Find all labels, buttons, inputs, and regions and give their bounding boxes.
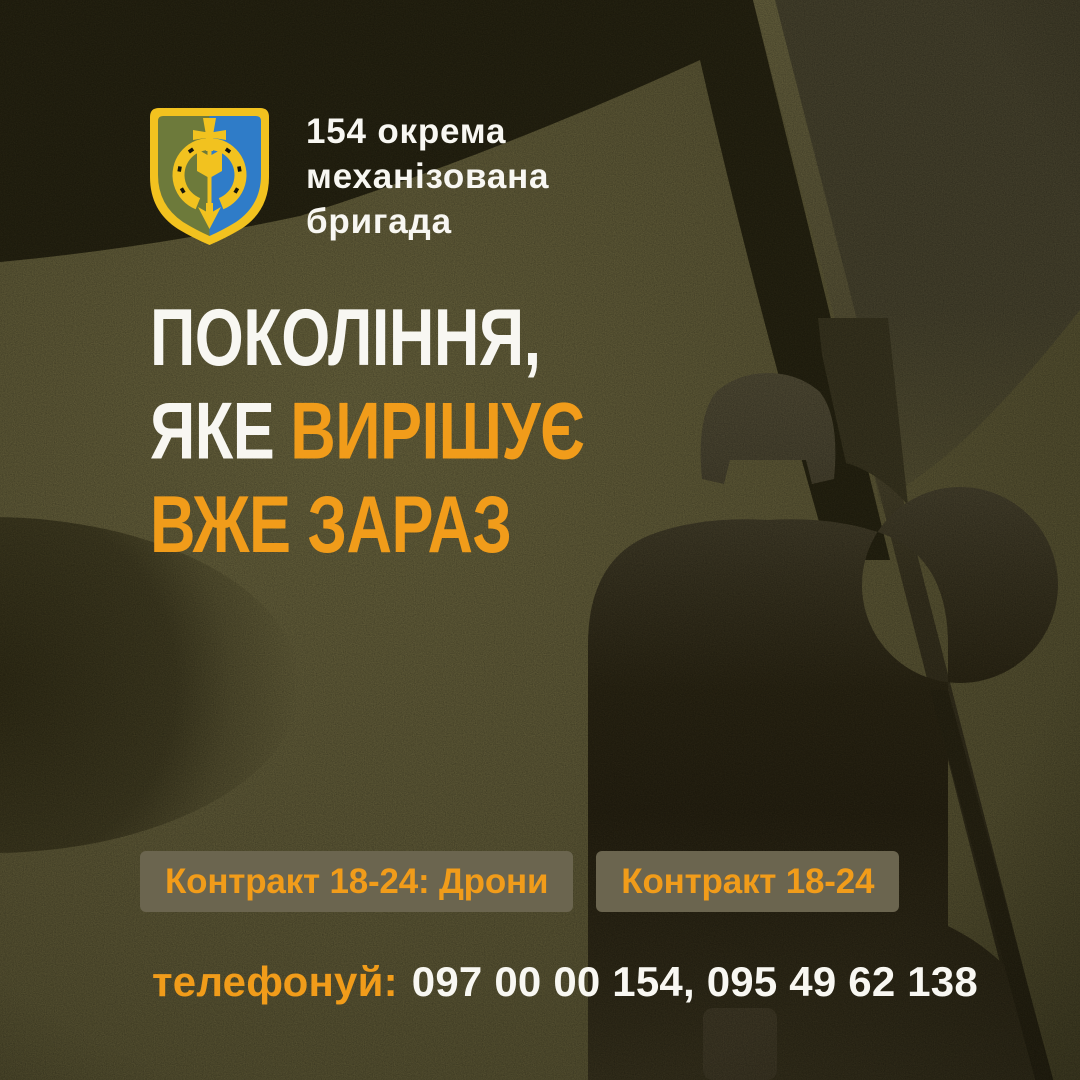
phone-row [152,958,978,1006]
brigade-name [306,109,549,244]
brigade-name-line: 154 окрема [306,112,507,151]
badge-contract-drones[interactable]: Контракт 18-24: Дрони [140,851,573,912]
headline-line-1: ПОКОЛІННЯ, [150,293,541,383]
phone-numbers: 097 00 00 154, 095 49 62 138 [411,958,978,1005]
headline-line-2: ЯКЕ ВИРІШУЄ [150,386,585,477]
brand-header [147,105,549,248]
badge-contract-infantry[interactable]: Контракт 18-24 [596,851,899,912]
brigade-name-line: механізована [306,157,550,196]
brigade-name-line: бригада [306,202,452,241]
call-label: телефонуй: [152,958,398,1005]
headline [150,292,584,572]
headline-line-3: ВЖЕ ЗАРАЗ [150,480,512,570]
headline-accent: ВИРІШУЄ [290,386,585,477]
brigade-emblem-icon [147,105,272,248]
badge-row [140,851,899,912]
